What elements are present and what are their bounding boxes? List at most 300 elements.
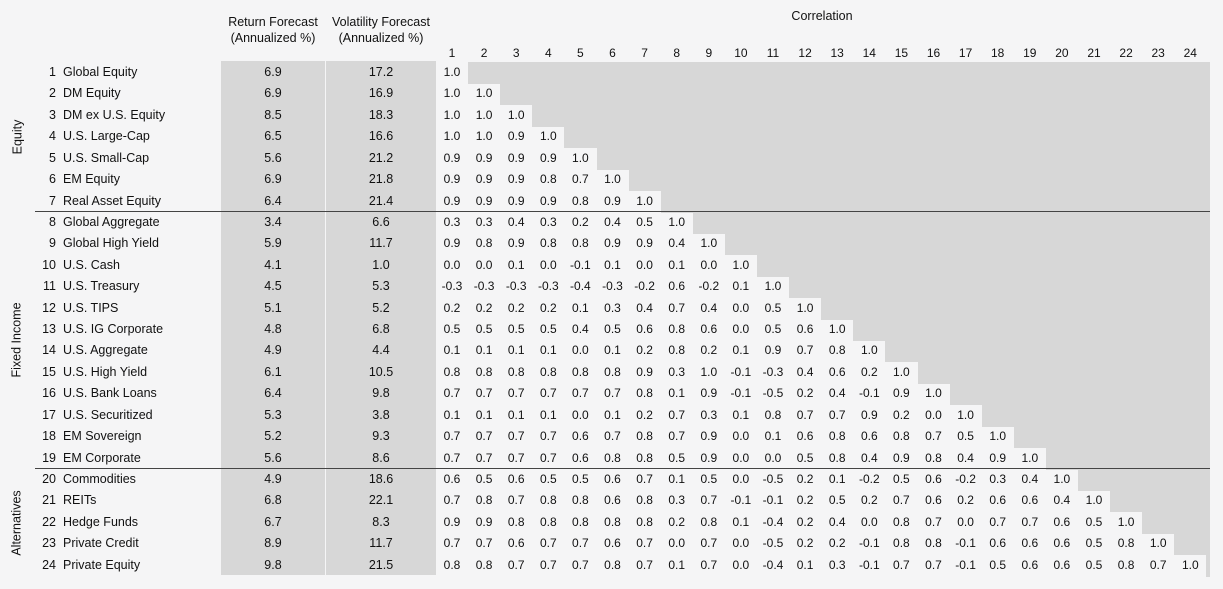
correlation-cell: 0.5 — [475, 322, 493, 337]
correlation-cell: 0.9 — [539, 150, 557, 165]
row-number: 14 — [42, 343, 56, 358]
corr-col-number: 16 — [926, 46, 941, 60]
corr-col-number: 4 — [544, 46, 552, 60]
empty-upper-cell — [1110, 490, 1210, 512]
corr-col-number: 17 — [958, 46, 973, 60]
correlation-cell: 0.6 — [1021, 557, 1039, 572]
correlation-cell: 0.7 — [539, 536, 557, 551]
volatility-value: 6.8 — [372, 322, 390, 337]
correlation-cell: 0.2 — [636, 407, 653, 422]
return-value: 8.9 — [264, 536, 282, 551]
asset-class-name: U.S. Cash — [63, 257, 120, 272]
correlation-cell: -0.1 — [955, 536, 976, 551]
correlation-cell: 0.7 — [1149, 557, 1167, 572]
correlation-cell: -0.2 — [634, 279, 655, 294]
correlation-cell: 0.7 — [572, 172, 589, 187]
correlation-cell: 0.8 — [828, 343, 846, 358]
correlation-cell: 0.0 — [925, 407, 942, 422]
correlation-cell: 0.3 — [668, 493, 686, 508]
correlation-cell: 0.4 — [700, 300, 718, 315]
empty-upper-cell — [597, 148, 1211, 170]
correlation-cell: 0.8 — [893, 514, 910, 529]
correlation-cell: -0.1 — [762, 493, 784, 508]
asset-class-name: U.S. Aggregate — [63, 343, 148, 358]
row-number: 3 — [49, 107, 56, 122]
correlation-cell: 0.4 — [604, 214, 621, 229]
correlation-cell: 0.7 — [539, 450, 557, 465]
row-number: 21 — [42, 493, 56, 508]
empty-upper-cell — [629, 169, 1210, 191]
correlation-cell: 0.9 — [700, 386, 718, 401]
corr-col-number: 23 — [1151, 46, 1165, 60]
correlation-cell: 0.7 — [539, 429, 557, 444]
row-number: 24 — [42, 557, 56, 572]
correlation-cell: 0.9 — [700, 450, 718, 465]
correlation-cell: 1.0 — [700, 236, 718, 251]
correlation-cell: 0.8 — [507, 514, 525, 529]
row-number: 9 — [49, 236, 56, 251]
correlation-cell: -0.1 — [730, 364, 752, 379]
correlation-cell: 0.9 — [893, 386, 910, 401]
correlation-cell: 0.5 — [764, 322, 782, 337]
correlation-cell: 0.1 — [796, 557, 814, 572]
correlation-cell: 0.0 — [732, 450, 750, 465]
correlation-cell: 0.7 — [668, 300, 686, 315]
correlation-cell: -0.5 — [762, 471, 784, 486]
correlation-cell: 0.7 — [539, 557, 557, 572]
correlation-cell: 0.8 — [604, 364, 621, 379]
asset-class-name: REITs — [63, 493, 97, 508]
correlation-cell: 0.7 — [700, 536, 718, 551]
correlation-cell: 0.2 — [668, 514, 686, 529]
correlation-cell: -0.2 — [698, 279, 720, 294]
correlation-cell: 0.9 — [636, 364, 653, 379]
volatility-value: 5.2 — [372, 300, 390, 315]
correlation-cell: 0.9 — [507, 129, 525, 144]
correlation-cell: 0.9 — [539, 193, 557, 208]
empty-upper-cell — [1046, 448, 1210, 470]
correlation-cell: 0.8 — [572, 364, 589, 379]
correlation-cell: 0.5 — [604, 322, 621, 337]
correlation-cell: 0.1 — [668, 557, 686, 572]
correlation-cell: 0.4 — [572, 322, 589, 337]
empty-upper-cell — [853, 319, 1210, 341]
correlation-cell: -0.4 — [570, 279, 591, 294]
correlation-cell: 1.0 — [507, 107, 525, 122]
group-label-text: Equity — [10, 119, 24, 155]
correlation-cell: 1.0 — [1085, 493, 1103, 508]
correlation-cell: 0.6 — [572, 429, 589, 444]
correlation-cell: 0.7 — [572, 536, 589, 551]
correlation-cell: 0.7 — [475, 536, 493, 551]
correlation-cell: 0.7 — [507, 429, 525, 444]
correlation-cell: 1.0 — [893, 364, 910, 379]
volatility-value: 6.6 — [372, 214, 390, 229]
empty-upper-cell — [564, 126, 1210, 148]
correlation-cell: 0.1 — [732, 407, 750, 422]
correlation-cell: 0.8 — [828, 450, 846, 465]
correlation-cell: 0.8 — [764, 407, 782, 422]
correlation-cell: 1.0 — [957, 407, 974, 422]
correlation-cell: 1.0 — [636, 193, 653, 208]
volatility-value: 11.7 — [369, 236, 393, 251]
asset-class-name: U.S. Large-Cap — [63, 129, 150, 144]
row-number: 7 — [49, 193, 56, 208]
row-number: 20 — [42, 471, 56, 486]
correlation-cell: 0.1 — [764, 429, 782, 444]
empty-upper-cell — [468, 62, 1210, 84]
correlation-cell: 0.2 — [957, 493, 974, 508]
correlation-cell: -0.5 — [762, 386, 784, 401]
volatility-value: 18.3 — [368, 107, 394, 122]
correlation-cell: 0.9 — [764, 343, 782, 358]
correlation-cell: 0.3 — [443, 214, 461, 229]
correlation-cell: -0.5 — [762, 536, 784, 551]
correlation-cell: 0.5 — [572, 471, 589, 486]
correlation-cell: 0.5 — [1085, 514, 1103, 529]
correlation-cell: 0.9 — [443, 236, 461, 251]
correlation-cell: 0.5 — [989, 557, 1007, 572]
correlation-cell: 0.5 — [957, 429, 974, 444]
return-value: 5.6 — [264, 450, 282, 465]
volatility-value: 1.0 — [372, 257, 390, 272]
correlation-cell: 0.7 — [443, 429, 461, 444]
correlation-cell: 0.8 — [539, 172, 557, 187]
correlation-cell: 1.0 — [604, 172, 621, 187]
correlation-cell: 0.7 — [828, 407, 846, 422]
correlation-cell: 0.8 — [636, 386, 653, 401]
volatility-value: 21.2 — [368, 150, 394, 165]
correlation-cell: 0.9 — [443, 514, 461, 529]
correlation-cell: 0.0 — [732, 300, 750, 315]
correlation-cell: 0.8 — [572, 236, 589, 251]
correlation-cell: 1.0 — [860, 343, 878, 358]
correlation-cell: 0.9 — [475, 150, 493, 165]
correlation-cell: 0.7 — [925, 429, 942, 444]
correlation-cell: 0.0 — [668, 536, 686, 551]
asset-class-name: Private Equity — [63, 557, 141, 572]
return-value: 5.6 — [264, 150, 282, 165]
asset-class-name: EM Equity — [63, 172, 120, 187]
corr-col-number: 10 — [734, 46, 748, 60]
asset-class-name: Hedge Funds — [63, 514, 139, 529]
empty-upper-cell — [500, 83, 1210, 105]
row-number: 19 — [42, 450, 56, 465]
asset-class-name: Global Aggregate — [63, 214, 160, 229]
correlation-cell: 0.5 — [475, 471, 493, 486]
asset-class-name: U.S. Bank Loans — [63, 386, 157, 401]
correlation-cell: 0.1 — [668, 471, 686, 486]
correlation-cell: 0.8 — [604, 557, 621, 572]
return-value: 5.2 — [264, 429, 282, 444]
row-number: 2 — [49, 86, 56, 101]
correlation-cell: 0.7 — [572, 557, 589, 572]
correlation-cell: -0.2 — [955, 471, 976, 486]
correlation-cell: 0.9 — [893, 450, 910, 465]
correlation-cell: 1.0 — [925, 386, 942, 401]
correlation-cell: -0.3 — [473, 279, 495, 294]
correlation-cell: 1.0 — [1149, 536, 1167, 551]
correlation-cell: 0.2 — [636, 343, 653, 358]
correlation-cell: 0.0 — [539, 257, 557, 272]
correlation-cell: 0.9 — [507, 150, 525, 165]
correlation-cell: 0.8 — [636, 450, 653, 465]
row-number: 1 — [49, 65, 56, 79]
correlation-cell: 0.0 — [957, 514, 974, 529]
correlation-cell: 0.5 — [828, 493, 846, 508]
correlation-cell: 0.6 — [604, 493, 621, 508]
correlation-cell: 0.0 — [732, 557, 750, 572]
correlation-cell: 0.7 — [604, 429, 621, 444]
correlation-cell: -0.1 — [858, 557, 880, 572]
correlation-cell: 0.6 — [604, 471, 621, 486]
correlation-cell: 0.9 — [443, 193, 461, 208]
correlation-cell: 0.1 — [732, 343, 750, 358]
correlation-cell: 0.8 — [636, 514, 653, 529]
return-value: 4.9 — [264, 343, 282, 358]
correlation-cell: 0.6 — [828, 364, 846, 379]
correlation-cell: 0.8 — [475, 364, 493, 379]
correlation-cell: 0.8 — [636, 493, 653, 508]
correlation-cell: 0.5 — [1085, 536, 1103, 551]
correlation-cell: 0.8 — [604, 450, 621, 465]
correlation-cell: 0.1 — [732, 514, 750, 529]
correlation-cell: 0.7 — [604, 386, 621, 401]
empty-upper-cell — [950, 383, 1210, 405]
volatility-value: 17.2 — [368, 65, 394, 79]
group-label-alternatives — [0, 469, 34, 576]
correlation-cell: 0.9 — [443, 150, 461, 165]
return-value: 6.9 — [264, 172, 282, 187]
correlation-cell: 0.6 — [572, 450, 589, 465]
correlation-cell: 0.6 — [925, 493, 942, 508]
correlation-cell: 0.0 — [732, 471, 750, 486]
volatility-value: 21.4 — [368, 193, 394, 208]
corr-col-number: 14 — [862, 46, 876, 60]
correlation-cell: 0.9 — [989, 450, 1007, 465]
correlation-cell: 0.7 — [668, 429, 686, 444]
volatility-value: 10.5 — [368, 364, 394, 379]
volatility-forecast-units: (Annualized %) — [338, 31, 424, 45]
volatility-value: 21.5 — [368, 557, 394, 572]
correlation-cell: 0.5 — [1085, 557, 1103, 572]
row-number: 13 — [42, 322, 56, 337]
correlation-cell: 0.8 — [893, 429, 910, 444]
correlation-cell: 0.5 — [700, 471, 718, 486]
correlation-cell: 0.2 — [860, 364, 878, 379]
correlation-cell: 0.8 — [604, 514, 621, 529]
corr-col-number: 2 — [480, 46, 488, 60]
empty-upper-cell — [982, 405, 1210, 427]
return-value: 5.1 — [264, 300, 282, 315]
correlation-cell: -0.1 — [858, 536, 880, 551]
correlation-cell: 0.6 — [1053, 536, 1071, 551]
correlation-cell: 0.8 — [507, 364, 525, 379]
correlation-cell: 0.7 — [539, 386, 557, 401]
correlation-cell: 0.3 — [989, 471, 1007, 486]
group-label-fixed-income — [0, 212, 34, 469]
correlation-cell: 0.8 — [572, 493, 589, 508]
correlation-cell: 0.6 — [1053, 557, 1071, 572]
correlation-cell: 0.2 — [796, 386, 814, 401]
corr-col-number: 9 — [705, 46, 713, 60]
correlation-cell: 0.1 — [668, 257, 686, 272]
correlation-cell: 0.2 — [796, 493, 814, 508]
corr-col-number: 3 — [512, 46, 520, 60]
return-forecast-header — [221, 14, 325, 46]
correlation-cell: 0.8 — [443, 364, 461, 379]
correlation-cell: 0.8 — [539, 236, 557, 251]
row-number: 12 — [42, 300, 56, 315]
correlation-cell: 0.1 — [572, 300, 589, 315]
return-value: 5.3 — [264, 407, 282, 422]
correlation-cell: 0.6 — [668, 279, 686, 294]
correlation-cell: 0.8 — [475, 493, 493, 508]
correlation-cell: 0.6 — [507, 536, 525, 551]
correlation-cell: -0.3 — [505, 279, 527, 294]
row-number: 8 — [49, 214, 56, 229]
correlation-cell: 0.2 — [443, 300, 461, 315]
correlation-cell: 1.0 — [1021, 450, 1039, 465]
correlation-cell: 1.0 — [539, 129, 557, 144]
correlation-cell: 0.9 — [507, 172, 525, 187]
correlation-cell: 0.6 — [1021, 536, 1039, 551]
correlation-cell: 0.8 — [700, 514, 718, 529]
empty-upper-cell — [532, 105, 1210, 127]
correlation-cell: 0.8 — [893, 536, 910, 551]
correlation-cell: 1.0 — [443, 65, 461, 79]
correlation-cell: 0.1 — [732, 279, 750, 294]
correlation-cell: 0.3 — [539, 214, 557, 229]
correlation-cell: 0.2 — [860, 493, 878, 508]
correlation-cell: 0.5 — [539, 471, 557, 486]
corr-col-number: 21 — [1087, 46, 1101, 60]
correlation-cell: 0.3 — [604, 300, 621, 315]
asset-class-name: EM Corporate — [63, 450, 141, 465]
correlation-cell: 0.7 — [507, 450, 525, 465]
correlation-cell: 0.2 — [796, 514, 814, 529]
correlation-cell: 0.6 — [1021, 493, 1039, 508]
correlation-cell: 0.5 — [507, 322, 525, 337]
return-value: 6.9 — [264, 65, 282, 79]
correlation-cell: 1.0 — [1181, 557, 1199, 572]
correlation-cell: 0.9 — [860, 407, 878, 422]
asset-class-name: U.S. High Yield — [63, 364, 148, 379]
correlation-cell: 1.0 — [828, 322, 846, 337]
correlation-cell: 0.4 — [668, 236, 686, 251]
correlation-cell: 0.1 — [539, 343, 557, 358]
empty-upper-cell — [693, 212, 1210, 234]
correlation-cell: 1.0 — [764, 279, 782, 294]
corr-col-number: 7 — [641, 46, 648, 60]
correlation-cell: 0.1 — [604, 257, 621, 272]
correlation-cell: 0.0 — [732, 536, 750, 551]
return-value: 6.4 — [264, 386, 282, 401]
correlation-cell: 1.0 — [475, 107, 493, 122]
corr-col-number: 8 — [673, 46, 681, 60]
return-value: 6.4 — [264, 193, 282, 208]
correlation-cell: -0.1 — [858, 386, 880, 401]
correlation-cell: 0.8 — [925, 450, 942, 465]
correlation-cell: 0.9 — [507, 193, 525, 208]
volatility-value: 16.9 — [368, 86, 394, 101]
asset-class-name: Private Credit — [63, 536, 139, 551]
correlation-cell: -0.4 — [762, 514, 784, 529]
asset-class-name: DM Equity — [63, 86, 121, 101]
volatility-value: 8.6 — [372, 450, 390, 465]
correlation-cell: 0.7 — [1021, 514, 1039, 529]
correlation-cell: -0.3 — [537, 279, 559, 294]
correlation-cell: 0.2 — [828, 536, 846, 551]
asset-class-name: U.S. IG Corporate — [63, 322, 164, 337]
row-number: 22 — [42, 514, 56, 529]
correlation-cell: 0.6 — [636, 322, 653, 337]
correlation-cell: 0.0 — [860, 514, 878, 529]
correlation-cell: 0.7 — [572, 386, 589, 401]
volatility-value: 9.8 — [372, 386, 390, 401]
correlation-cell: 0.9 — [700, 429, 718, 444]
row-number: 5 — [49, 150, 56, 165]
correlation-cell: 0.6 — [796, 429, 814, 444]
volatility-value: 22.1 — [368, 493, 394, 508]
correlation-cell: 0.8 — [572, 193, 589, 208]
return-value: 6.5 — [264, 129, 282, 144]
correlation-cell: 0.2 — [539, 300, 557, 315]
correlation-cell: -0.3 — [441, 279, 463, 294]
correlation-cell: 0.0 — [732, 322, 750, 337]
correlation-cell: 0.7 — [443, 536, 461, 551]
correlation-cell: 0.8 — [636, 429, 653, 444]
row-number: 10 — [42, 257, 56, 272]
correlation-cell: 0.4 — [1021, 471, 1039, 486]
correlation-cell: 1.0 — [475, 86, 493, 101]
correlation-cell: -0.4 — [762, 557, 784, 572]
correlation-cell: 0.9 — [475, 172, 493, 187]
correlation-cell: 0.7 — [636, 536, 653, 551]
empty-upper-cell — [789, 276, 1210, 298]
correlation-cell: 0.8 — [925, 536, 942, 551]
correlation-cell: 0.5 — [636, 214, 653, 229]
corr-col-number: 24 — [1183, 46, 1197, 60]
correlation-cell: 0.7 — [475, 450, 493, 465]
empty-upper-cell — [821, 298, 1210, 320]
asset-class-name: U.S. TIPS — [63, 300, 119, 315]
correlation-cell: 0.1 — [828, 471, 846, 486]
correlation-cell: 1.0 — [668, 214, 686, 229]
return-value: 6.7 — [264, 514, 282, 529]
correlation-cell: 0.1 — [604, 343, 621, 358]
correlation-cell: 0.7 — [507, 493, 525, 508]
correlation-cell: -0.1 — [955, 557, 976, 572]
correlation-cell: 0.2 — [796, 471, 814, 486]
correlation-cell: 0.7 — [925, 557, 942, 572]
correlation-cell: 0.2 — [893, 407, 910, 422]
asset-class-name: U.S. Treasury — [63, 279, 140, 294]
correlation-cell: 0.8 — [539, 364, 557, 379]
asset-class-name: U.S. Securitized — [63, 407, 153, 422]
correlation-cell: 0.8 — [1117, 536, 1135, 551]
correlation-cell: 0.1 — [539, 407, 557, 422]
correlation-cell: 1.0 — [475, 129, 493, 144]
correlation-cell: 0.3 — [700, 407, 718, 422]
group-divider — [35, 468, 1210, 469]
correlation-cell: 0.8 — [668, 322, 686, 337]
correlation-cell: 1.0 — [1117, 514, 1135, 529]
correlation-cell: 0.0 — [636, 257, 653, 272]
correlation-cell: 1.0 — [989, 429, 1007, 444]
correlation-cell: 0.2 — [700, 343, 718, 358]
correlation-cell: -0.1 — [730, 493, 752, 508]
